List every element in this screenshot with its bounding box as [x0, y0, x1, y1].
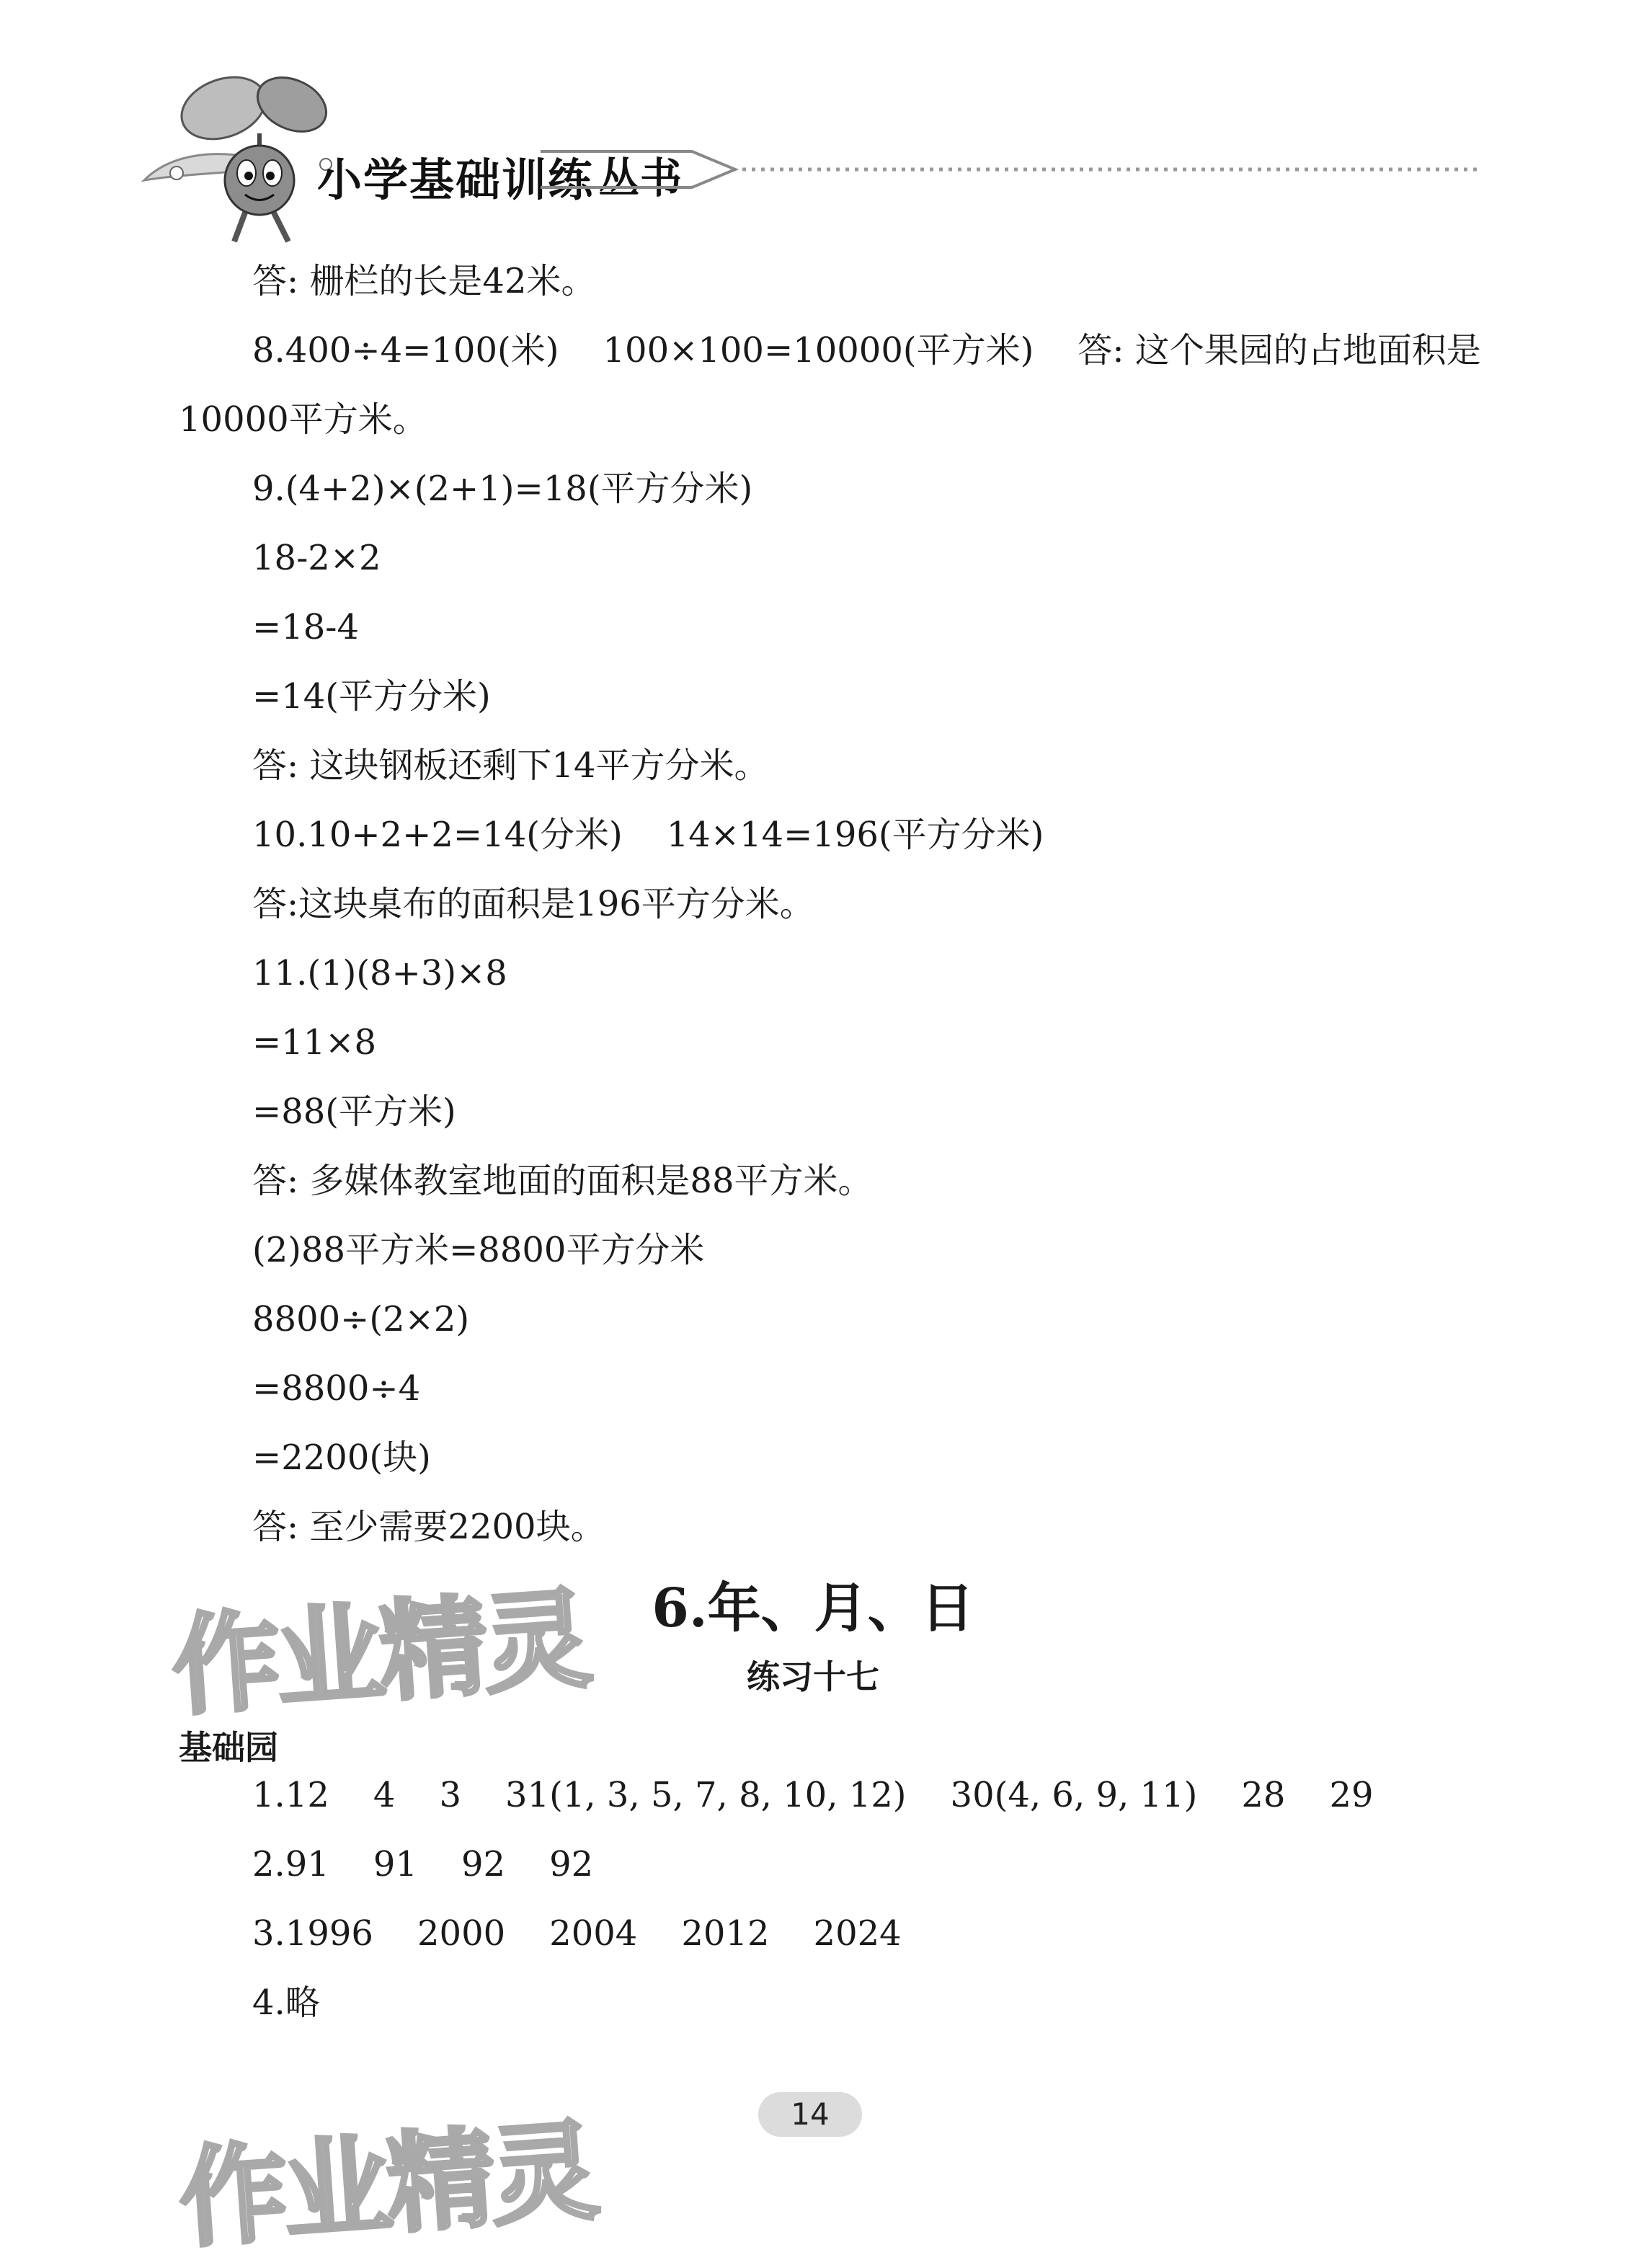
answer-line: =8800÷4: [252, 1368, 421, 1409]
answer-line: 答: 至少需要2200块。: [252, 1507, 605, 1547]
answer-line: 4.略: [252, 1983, 320, 2023]
series-suffix: 丛书: [598, 154, 683, 203]
answer-line: =18-4: [252, 607, 360, 647]
watermark-logo: 作业精灵: [175, 2109, 599, 2263]
exercise-title: 练习十七: [747, 1657, 879, 1696]
answer-line: 答:这块桌布的面积是196平方分米。: [252, 884, 814, 924]
answer-line: 1.12 4 3 31(1, 3, 5, 7, 8, 10, 12) 30(4, 6, 9, 11) 28 29: [252, 1775, 1374, 1815]
answer-line: 10000平方米。: [179, 399, 427, 440]
answer-line: =11×8: [252, 1022, 377, 1063]
answer-line: 9.(4+2)×(2+1)=18(平方分米): [252, 469, 753, 509]
header-arrow-rule: [137, 65, 1506, 245]
answer-line: 18-2×2: [252, 538, 381, 578]
series-title: 小学基础训练: [317, 154, 595, 206]
answer-line: 10.10+2+2=14(分米) 14×14=196(平方分米): [252, 815, 1044, 855]
answer-line: (2)88平方米=8800平方分米: [252, 1230, 705, 1270]
answer-line: 3.1996 2000 2004 2012 2024: [252, 1913, 902, 1954]
answer-line: =88(平方米): [252, 1091, 456, 1132]
answer-line: 2.91 91 92 92: [252, 1844, 594, 1884]
answer-line: 答: 这块钢板还剩下14平方分米。: [252, 745, 769, 786]
book-series-header: [137, 65, 1506, 245]
answer-line: =14(平方分米): [252, 676, 491, 717]
answer-line: 11.(1)(8+3)×8: [252, 953, 507, 993]
section-title: 6.年、月、日: [652, 1577, 974, 1639]
answer-line: =2200(块): [252, 1438, 431, 1478]
block-heading: 基础园: [179, 1728, 278, 1767]
answer-line: 答: 栅栏的长是42米。: [252, 261, 596, 301]
page-number: 14: [758, 2092, 862, 2137]
answer-line: 答: 多媒体教室地面的面积是88平方米。: [252, 1161, 873, 1201]
answer-line: 8800÷(2×2): [252, 1299, 470, 1339]
watermark-logo: 作业精灵: [168, 1577, 592, 1731]
answer-line: 8.400÷4=100(米) 100×100=10000(平方米) 答: 这个果园的占地面积是: [252, 330, 1481, 371]
